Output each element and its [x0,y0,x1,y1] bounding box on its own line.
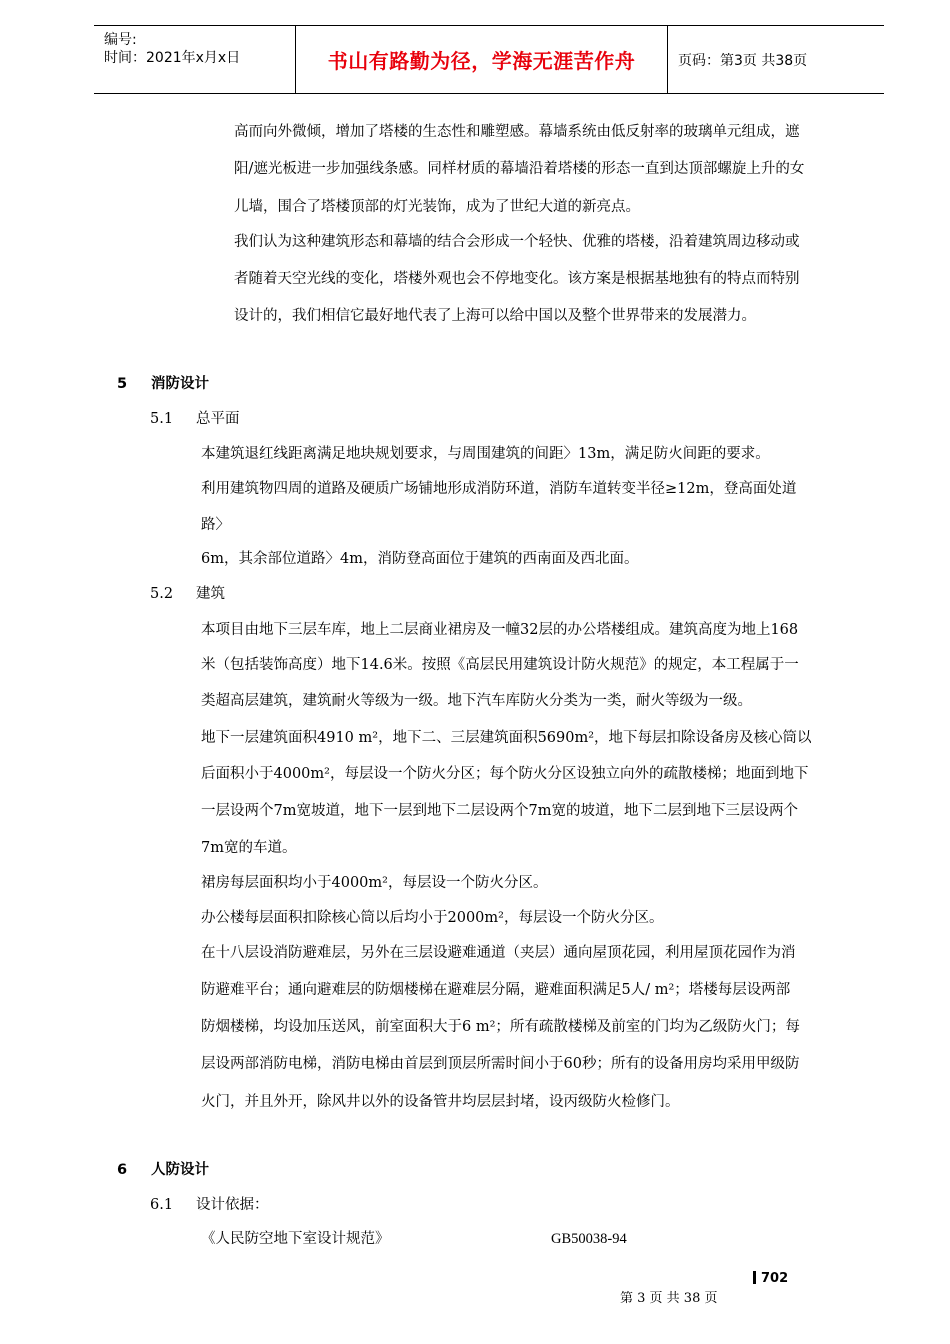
paragraph-line: 层设两部消防电梯，消防电梯由首层到顶层所需时间小于60秒；所有的设备用房均采用甲级防 [201,1056,800,1072]
subsection-title: 设计依据： [196,1197,269,1213]
paragraph-line: 设计的，我们相信它最好地代表了上海可以给中国以及整个世界带来的发展潜力。 [234,308,756,324]
subsection-title: 总平面 [196,411,240,427]
paragraph-line: 类超高层建筑，建筑耐火等级为一级。地下汽车库防火分类为一类，耐火等级为一级。 [201,693,752,709]
header-page-info: 页码：第3页 共38页 [678,52,808,69]
page-header [94,25,884,94]
section-title: 人防设计 [151,1162,209,1178]
paragraph-line: 儿墙，围合了塔楼顶部的灯光装饰，成为了世纪大道的新亮点。 [234,199,640,215]
subsection-title: 建筑 [196,586,225,602]
paragraph-line: 6m，其余部位道路〉4m，消防登高面位于建筑的西南面及西北面。 [201,551,639,567]
reference-code: GB50038-94 [551,1231,627,1247]
paragraph-line: 本项目由地下三层车库，地上二层商业裙房及一幢32层的办公塔楼组成。建筑高度为地上168 [201,622,799,638]
subsection-number: 6.1 [150,1197,174,1213]
paragraph-line: 地下一层建筑面积4910 m²，地下二、三层建筑面积5690m²，地下每层扣除设备房及核心筒以 [201,730,812,746]
doc-number-text: 702 [761,1271,789,1286]
doc-id-label: 编号: [104,32,137,48]
paragraph-line: 本建筑退红线距离满足地块规划要求，与周围建筑的间距〉13m，满足防火间距的要求。 [201,446,770,462]
paragraph-line: 高而向外微倾，增加了塔楼的生态性和雕塑感。幕墙系统由低反射率的玻璃单元组成，遮 [234,124,800,140]
paragraph-line: 在十八层设消防避难层，另外在三层设避难通道（夹层）通向屋顶花园，利用屋顶花园作为消 [201,945,796,961]
paragraph-line: 7m宽的车道。 [201,840,297,856]
paragraph-line: 后面积小于4000m²，每层设一个防火分区；每个防火分区设独立向外的疏散楼梯；地面到地下 [201,766,809,782]
paragraph-line: 一层设两个7m宽坡道，地下一层到地下二层设两个7m宽的坡道，地下二层到地下三层设两个 [201,803,798,819]
paragraph-line: 裙房每层面积均小于4000m²，每层设一个防火分区。 [201,875,548,891]
section-title: 消防设计 [151,376,209,392]
paragraph-line: 防避难平台；通向避难层的防烟楼梯在避难层分隔，避难面积满足5人/ m²；塔楼每层设两部 [201,982,791,998]
paragraph-line: 利用建筑物四周的道路及硬质广场铺地形成消防环道，消防车道转变半径≥12m，登高面处道 [201,481,797,497]
paragraph-line: 路〉 [201,517,230,533]
section-number: 6 [117,1162,128,1178]
header-motto: 书山有路勤为径，学海无涯苦作舟 [296,26,668,93]
paragraph-line: 办公楼每层面积扣除核心筒以后均小于2000m²，每层设一个防火分区。 [201,910,664,926]
footer-doc-number [753,1271,788,1286]
reference-name: 《人民防空地下室设计规范》 [201,1231,390,1247]
paragraph-line: 者随着天空光线的变化，塔楼外观也会不停地变化。该方案是根据基地独有的特点而特别 [234,271,800,287]
paragraph-line: 米（包括装饰高度）地下14.6米。按照《高层民用建筑设计防火规范》的规定，本工程属于一 [201,657,799,673]
section-number: 5 [117,376,128,392]
doc-time-label: 时间：2021年x月x日 [104,50,241,66]
header-meta [94,26,296,93]
subsection-number: 5.1 [150,411,174,427]
subsection-number: 5.2 [150,586,174,602]
bar-mark-icon [753,1271,756,1284]
paragraph-line: 阳/遮光板进一步加强线条感。同样材质的幕墙沿着塔楼的形态一直到达顶部螺旋上升的女 [234,161,805,177]
paragraph-line: 我们认为这种建筑形态和幕墙的结合会形成一个轻快、优雅的塔楼，沿着建筑周边移动或 [234,234,800,250]
paragraph-line: 防烟楼梯，均设加压送风，前室面积大于6 m²；所有疏散楼梯及前室的门均为乙级防火门；每 [201,1019,800,1035]
footer-page-text: 第 3 页 共 38 页 [620,1291,718,1306]
paragraph-line: 火门，并且外开，除风井以外的设备管井均层层封堵，设丙级防火检修门。 [201,1094,680,1110]
